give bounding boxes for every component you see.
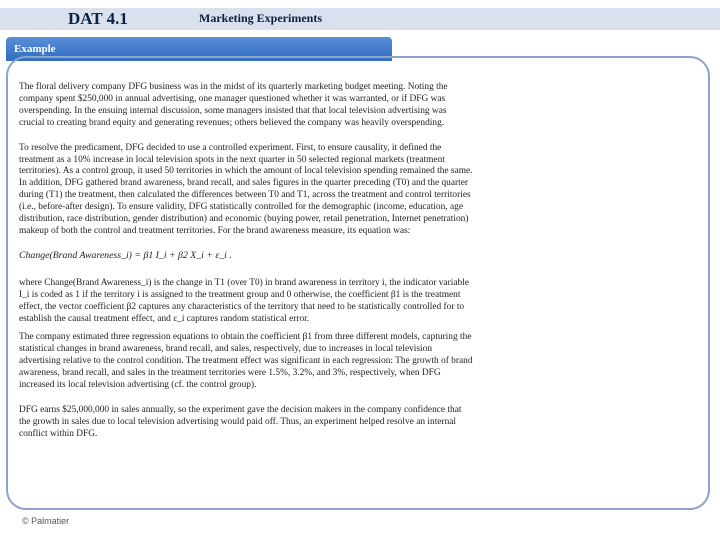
paragraph-intro: The floral delivery company DFG business was in the midst of its quarterly marketing budget meeting. Noting the company spent $250,000 in annual advertising, one manager questioned whether it was warranted, or if DFG was overspending. In the ensuing internal discussion, some managers insisted that that local television advertising was crucial to creating brand equity and generating revenues; others believed the company was heavily overspending. — [19, 82, 448, 128]
regression-equation: Change(Brand Awareness_i) = β1 I_i + β2 X_i + ε_i . — [19, 249, 232, 261]
paragraph-definitions: where Change(Brand Awareness_i) is the change in T1 (over T0) in brand awareness in territory i, the indicator variable I_i is coded as 1 if the territory i is assigned to the treatment group and 0 otherwise, the coefficient β1 is the treatment effect, the vector coefficient β2 captures any characteristics of the territory that need to be statistically controlled for to establish the causal treatment effect, and ε_i captures random statistical error. — [19, 277, 469, 324]
slide-title: Marketing Experiments — [199, 11, 322, 25]
example-label: Example — [14, 43, 56, 55]
section-code: DAT 4.1 — [68, 9, 128, 28]
paragraph-conclusion: DFG earns $25,000,000 in sales annually, so the experiment gave the decision makers in the company confidence that the growth in sales due to local television advertising would paid off. Thus, an experiment helped resolve an internal conflict within DFG. — [19, 404, 462, 439]
paragraph-method: To resolve the predicament, DFG decided to use a controlled experiment. First, to ensure causality, it defined the treatment as a 10% increase in local television spots in the next quarter in 50 selected regional markets (treatment territories). As a control group, it used 50 territories in which the amount of local television spending remained the same. In addition, DFG gathered brand awareness, brand recall, and sales figures in the quarter preceding (T0) and the quarter during (T1) the treatment, then calculated the differences between T0 and T1, across the treatment and control territories (i.e., before-after design). To ensure validity, DFG statistically controlled for the demographic (income, education, age distribution, race distribution, gender distribution) and economic (buying power, retail penetration, Internet penetration) makeup of both the control and treatment territories. For the brand awareness measure, its equation was: — [19, 142, 473, 236]
copyright-notice: © Palmatier — [22, 516, 70, 526]
example-document — [19, 82, 474, 540]
paragraph-results: The company estimated three regression equations to obtain the coefficient β1 from three different models, capturing the statistical changes in brand awareness, brand recall, and sales, respectively, due to increases in local television advertising relative to the control condition. The treatment effect was significant in each regression: The growth of brand awareness, brand recall, and sales in the treatment territories were 1.5%, 3.2%, and 3%, respectively, when DFG increased its local television advertising (cf. the control group). — [19, 332, 473, 391]
